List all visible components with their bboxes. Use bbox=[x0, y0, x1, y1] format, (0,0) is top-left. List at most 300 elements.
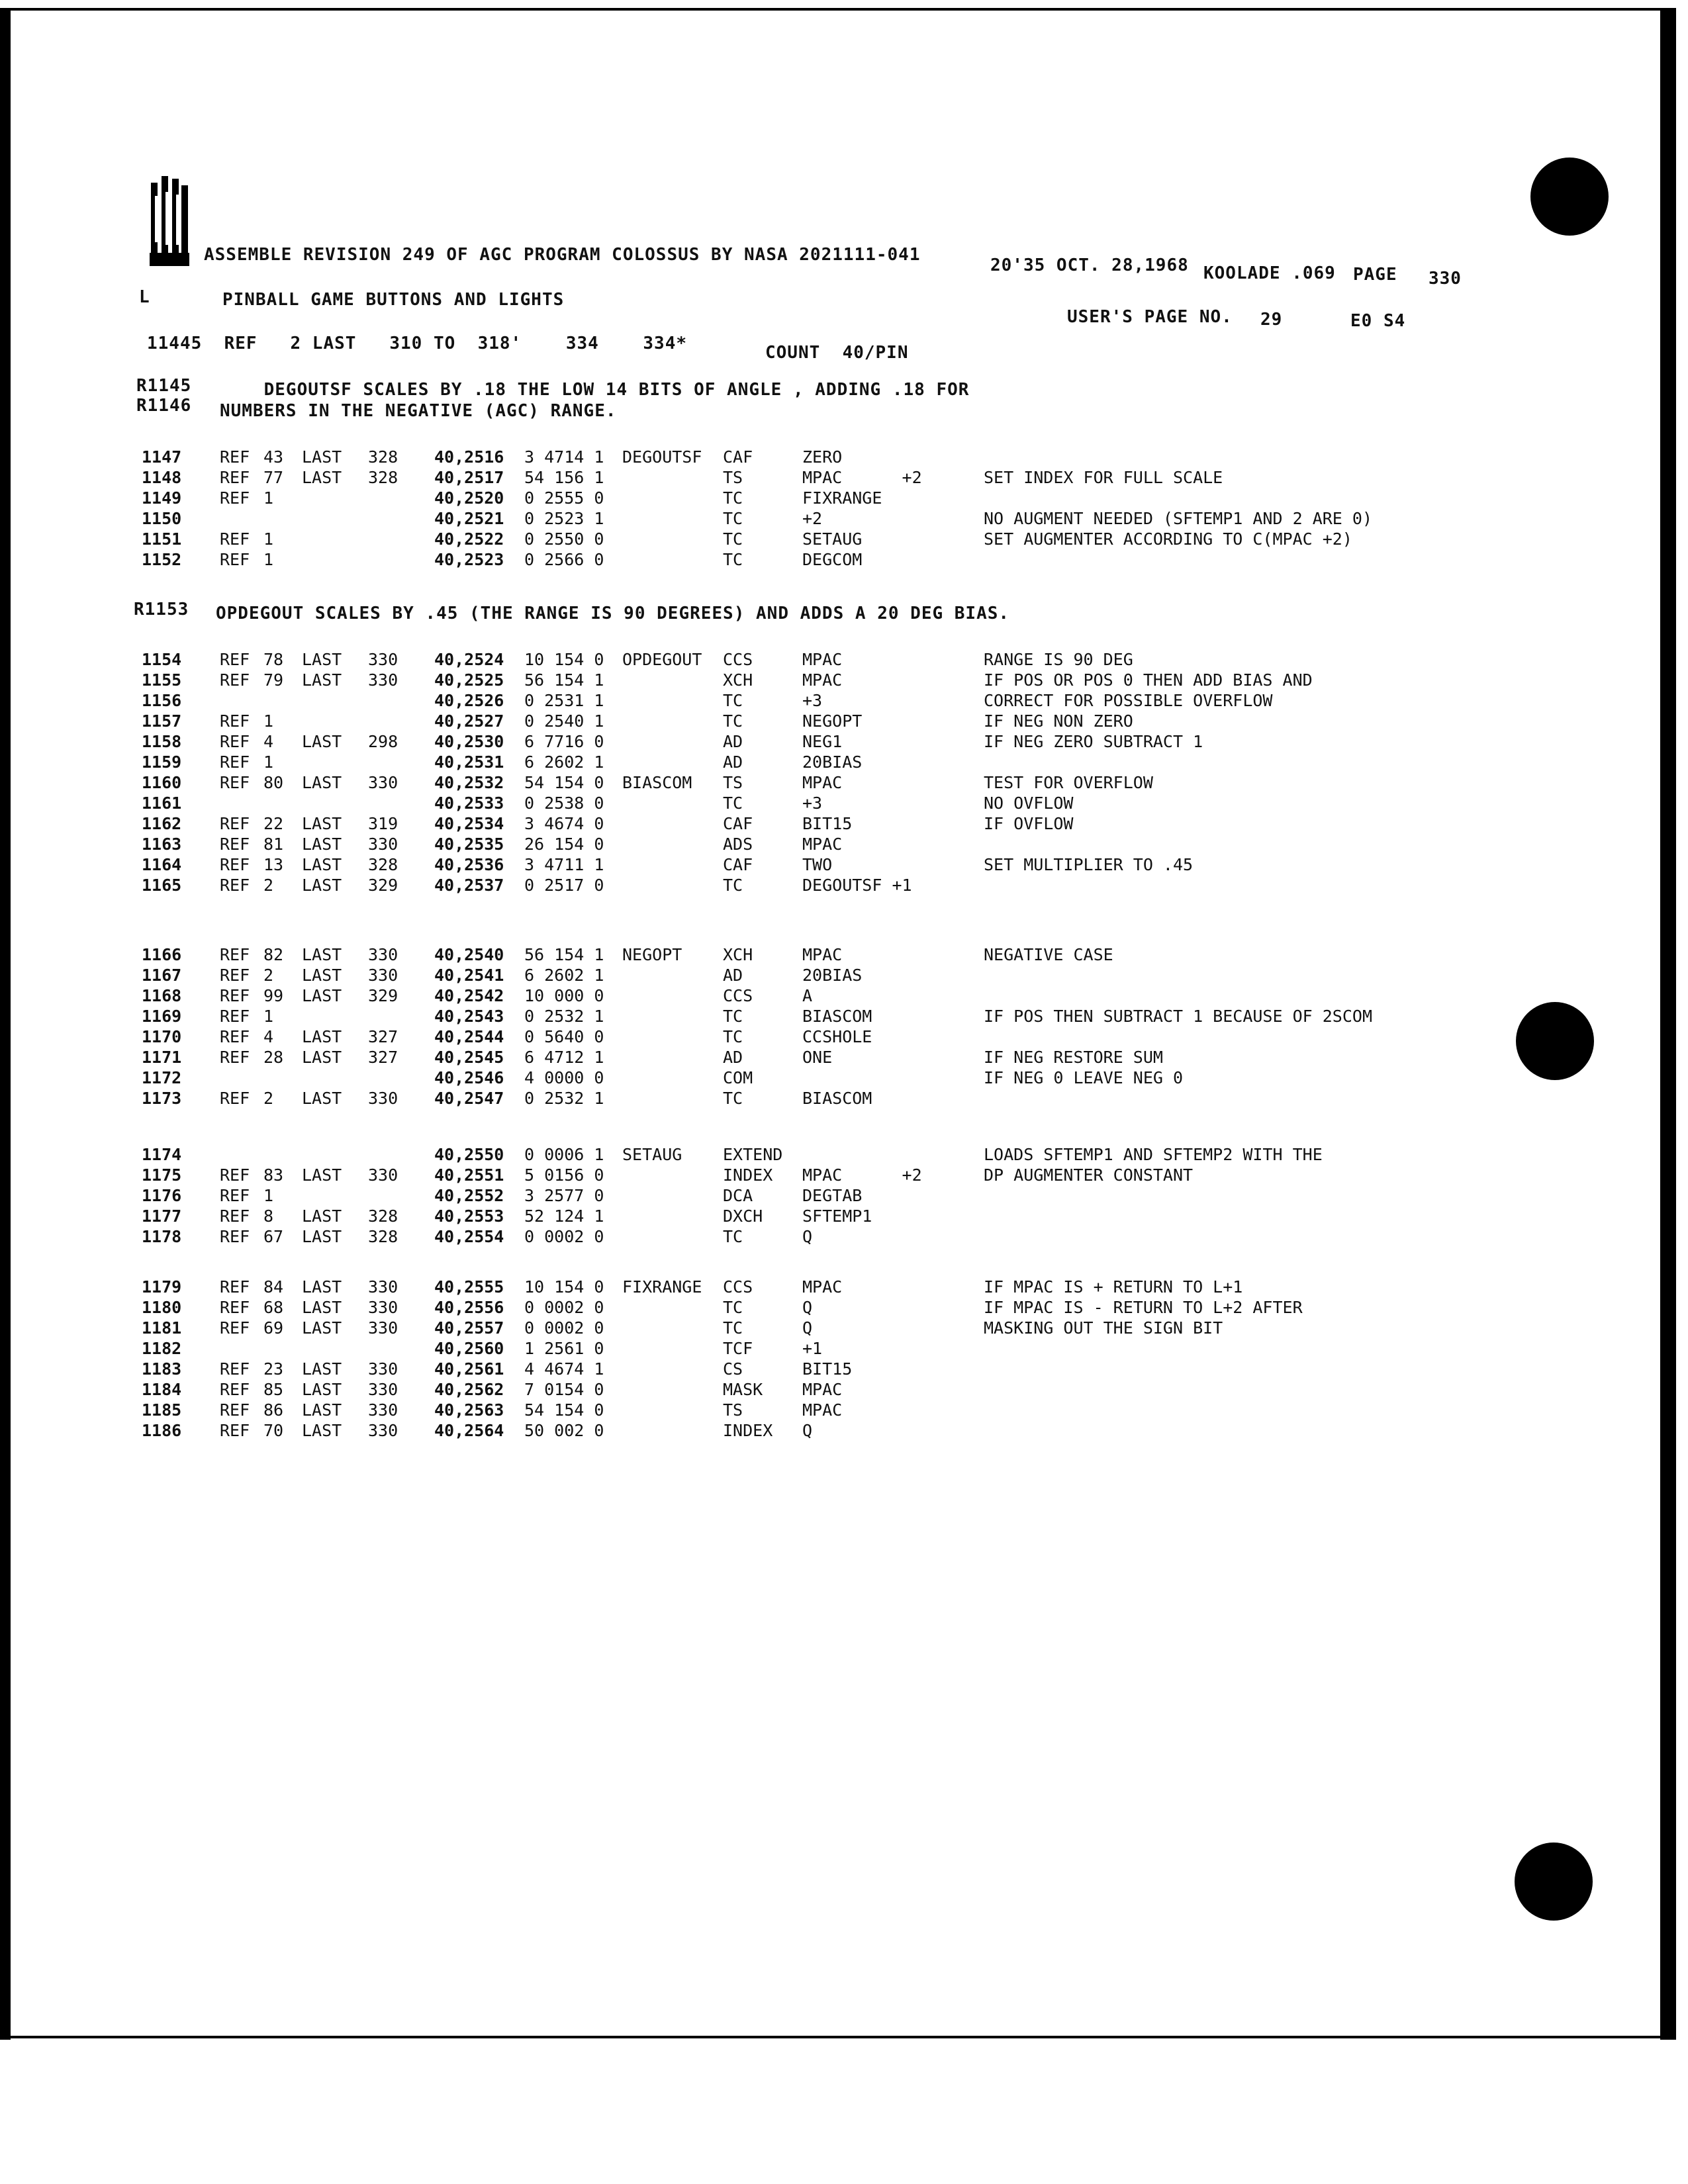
octal-code: 10 154 0 bbox=[524, 650, 604, 669]
operand: SETAUG bbox=[802, 529, 863, 549]
ref-label: REF bbox=[220, 1186, 250, 1205]
ref-label: REF bbox=[220, 1089, 250, 1108]
opcode: TC bbox=[723, 488, 743, 508]
line-number: 1166 bbox=[142, 945, 182, 964]
ref-label: REF bbox=[220, 711, 250, 731]
octal-code: 0 2532 1 bbox=[524, 1089, 604, 1108]
last-page: 330 bbox=[368, 1165, 399, 1185]
octal-code: 1 2561 0 bbox=[524, 1339, 604, 1358]
comment: TEST FOR OVERFLOW bbox=[984, 773, 1153, 792]
operand: MPAC bbox=[802, 835, 843, 854]
operand: SFTEMP1 bbox=[802, 1206, 872, 1226]
opcode: TS bbox=[723, 1400, 743, 1420]
ref-label: REF bbox=[220, 1027, 250, 1046]
ref-count: 79 bbox=[263, 670, 284, 690]
operand: ZERO bbox=[802, 447, 843, 467]
octal-code: 0 0002 0 bbox=[524, 1298, 604, 1317]
opcode: TC bbox=[723, 876, 743, 895]
octal-code: 56 154 1 bbox=[524, 945, 604, 964]
comment: NEGATIVE CASE bbox=[984, 945, 1113, 964]
address: 40,2555 bbox=[434, 1277, 504, 1297]
line-number: 1155 bbox=[142, 670, 182, 690]
ref-count: 4 bbox=[263, 732, 274, 751]
octal-code: 3 2577 0 bbox=[524, 1186, 604, 1205]
page-number: 330 bbox=[1429, 269, 1462, 289]
line-number: 1152 bbox=[142, 550, 182, 569]
ref-label: REF bbox=[220, 814, 250, 833]
octal-code: 26 154 0 bbox=[524, 835, 604, 854]
octal-code: 0 2531 1 bbox=[524, 691, 604, 710]
octal-code: 6 2602 1 bbox=[524, 966, 604, 985]
comment: LOADS SFTEMP1 AND SFTEMP2 WITH THE bbox=[984, 1145, 1323, 1164]
ref-label: REF bbox=[220, 1007, 250, 1026]
ref-count: 69 bbox=[263, 1318, 284, 1338]
opcode: TCF bbox=[723, 1339, 753, 1358]
opcode: INDEX bbox=[723, 1165, 773, 1185]
ref-count: 2 bbox=[263, 1089, 274, 1108]
remark-text: OPDEGOUT SCALES BY .45 (THE RANGE IS 90 DEGREES) AND ADDS A 20 DEG BIAS. bbox=[216, 604, 1010, 623]
line-number: 1177 bbox=[142, 1206, 182, 1226]
ref-count: 1 bbox=[263, 1007, 274, 1026]
comment: SET AUGMENTER ACCORDING TO C(MPAC +2) bbox=[984, 529, 1352, 549]
operand: MPAC bbox=[802, 773, 843, 792]
address: 40,2537 bbox=[434, 876, 504, 895]
comment: IF NEG RESTORE SUM bbox=[984, 1048, 1163, 1067]
last-page: 328 bbox=[368, 1227, 399, 1246]
address: 40,2561 bbox=[434, 1359, 504, 1379]
octal-code: 5 0156 0 bbox=[524, 1165, 604, 1185]
last-page: 330 bbox=[368, 966, 399, 985]
scan-border-bottom bbox=[0, 2036, 1676, 2038]
opcode: MASK bbox=[723, 1380, 763, 1399]
line-number: 1168 bbox=[142, 986, 182, 1005]
last-label: LAST bbox=[302, 1048, 342, 1067]
address: 40,2533 bbox=[434, 794, 504, 813]
address: 40,2562 bbox=[434, 1380, 504, 1399]
last-label: LAST bbox=[302, 732, 342, 751]
ref-count: 28 bbox=[263, 1048, 284, 1067]
ref-label: REF bbox=[220, 732, 250, 751]
octal-code: 7 0154 0 bbox=[524, 1380, 604, 1399]
octal-code: 0 2550 0 bbox=[524, 529, 604, 549]
address: 40,2527 bbox=[434, 711, 504, 731]
operand: MPAC bbox=[802, 650, 843, 669]
remark-id: R1153 bbox=[134, 600, 189, 619]
users-page-number: 29 bbox=[1260, 310, 1283, 330]
comment: SET MULTIPLIER TO .45 bbox=[984, 855, 1194, 874]
octal-code: 0 2517 0 bbox=[524, 876, 604, 895]
line-number: 1181 bbox=[142, 1318, 182, 1338]
address: 40,2557 bbox=[434, 1318, 504, 1338]
operand: MPAC +2 bbox=[802, 468, 922, 487]
ref-label: REF bbox=[220, 1227, 250, 1246]
ref-count: 2 bbox=[263, 966, 274, 985]
opcode: TC bbox=[723, 1227, 743, 1246]
address: 40,2563 bbox=[434, 1400, 504, 1420]
opcode: TC bbox=[723, 1298, 743, 1317]
opcode: CAF bbox=[723, 814, 753, 833]
ref-count: 1 bbox=[263, 1186, 274, 1205]
opcode: AD bbox=[723, 1048, 743, 1067]
last-label: LAST bbox=[302, 945, 342, 964]
operand: CCSHOLE bbox=[802, 1027, 872, 1046]
binder-clip-mark bbox=[150, 176, 191, 269]
address: 40,2526 bbox=[434, 691, 504, 710]
opcode: XCH bbox=[723, 945, 753, 964]
address: 40,2542 bbox=[434, 986, 504, 1005]
octal-code: 10 000 0 bbox=[524, 986, 604, 1005]
address: 40,2523 bbox=[434, 550, 504, 569]
ref-count: 77 bbox=[263, 468, 284, 487]
comment: IF MPAC IS + RETURN TO L+1 bbox=[984, 1277, 1243, 1297]
octal-code: 3 4714 1 bbox=[524, 447, 604, 467]
last-page: 328 bbox=[368, 1206, 399, 1226]
ref-label: REF bbox=[220, 1318, 250, 1338]
ref-label: REF bbox=[220, 1206, 250, 1226]
address: 40,2521 bbox=[434, 509, 504, 528]
octal-code: 0 0002 0 bbox=[524, 1318, 604, 1338]
ref-label: REF bbox=[220, 773, 250, 792]
last-label: LAST bbox=[302, 1027, 342, 1046]
last-label: LAST bbox=[302, 1318, 342, 1338]
ref-label: REF bbox=[220, 1165, 250, 1185]
remark-id: R1146 bbox=[136, 396, 192, 416]
address: 40,2530 bbox=[434, 732, 504, 751]
ref-count: 78 bbox=[263, 650, 284, 669]
ref-count: 1 bbox=[263, 711, 274, 731]
address: 40,2541 bbox=[434, 966, 504, 985]
octal-code: 54 154 0 bbox=[524, 773, 604, 792]
comment: IF NEG ZERO SUBTRACT 1 bbox=[984, 732, 1203, 751]
punch-hole-top bbox=[1530, 158, 1609, 236]
symbol-label: BIASCOM bbox=[622, 773, 692, 792]
octal-code: 52 124 1 bbox=[524, 1206, 604, 1226]
section-title: PINBALL GAME BUTTONS AND LIGHTS bbox=[222, 290, 565, 310]
comment: MASKING OUT THE SIGN BIT bbox=[984, 1318, 1223, 1338]
address: 40,2551 bbox=[434, 1165, 504, 1185]
last-page: 329 bbox=[368, 986, 399, 1005]
address: 40,2540 bbox=[434, 945, 504, 964]
ref-count: 22 bbox=[263, 814, 284, 833]
count-field: COUNT 40/PIN bbox=[765, 343, 909, 363]
assemble-header: ASSEMBLE REVISION 249 OF AGC PROGRAM COLOSSUS BY NASA 2021111-041 bbox=[204, 245, 921, 265]
opcode: TS bbox=[723, 468, 743, 487]
ref-count: 82 bbox=[263, 945, 284, 964]
symbol-label: FIXRANGE bbox=[622, 1277, 702, 1297]
octal-code: 0 2523 1 bbox=[524, 509, 604, 528]
last-page: 327 bbox=[368, 1027, 399, 1046]
punch-hole-bottom bbox=[1515, 1843, 1593, 1921]
octal-code: 6 4712 1 bbox=[524, 1048, 604, 1067]
opcode: AD bbox=[723, 752, 743, 772]
operand: DEGOUTSF +1 bbox=[802, 876, 912, 895]
last-page: 330 bbox=[368, 1400, 399, 1420]
ref-label: REF bbox=[220, 876, 250, 895]
operand: MPAC bbox=[802, 1380, 843, 1399]
address: 40,2524 bbox=[434, 650, 504, 669]
octal-code: 4 0000 0 bbox=[524, 1068, 604, 1087]
comment: CORRECT FOR POSSIBLE OVERFLOW bbox=[984, 691, 1273, 710]
octal-code: 0 2540 1 bbox=[524, 711, 604, 731]
line-number: 1151 bbox=[142, 529, 182, 549]
last-label: LAST bbox=[302, 650, 342, 669]
ref-label: REF bbox=[220, 1298, 250, 1317]
last-label: LAST bbox=[302, 876, 342, 895]
ref-count: 1 bbox=[263, 752, 274, 772]
address: 40,2550 bbox=[434, 1145, 504, 1164]
ref-label: REF bbox=[220, 1048, 250, 1067]
symbol-label: NEGOPT bbox=[622, 945, 682, 964]
opcode: CCS bbox=[723, 1277, 753, 1297]
last-label: LAST bbox=[302, 1277, 342, 1297]
operand: A bbox=[802, 986, 813, 1005]
last-label: LAST bbox=[302, 835, 342, 854]
last-label: LAST bbox=[302, 1227, 342, 1246]
last-label: LAST bbox=[302, 1421, 342, 1440]
opcode: CS bbox=[723, 1359, 743, 1379]
operand: MPAC +2 bbox=[802, 1165, 922, 1185]
comment: SET INDEX FOR FULL SCALE bbox=[984, 468, 1223, 487]
opcode: DCA bbox=[723, 1186, 753, 1205]
opcode: EXTEND bbox=[723, 1145, 783, 1164]
address: 40,2536 bbox=[434, 855, 504, 874]
symbol-label: OPDEGOUT bbox=[622, 650, 702, 669]
line-number: 1178 bbox=[142, 1227, 182, 1246]
last-page: 330 bbox=[368, 1380, 399, 1399]
ref-count: 1 bbox=[263, 488, 274, 508]
opcode: AD bbox=[723, 732, 743, 751]
operand: Q bbox=[802, 1227, 813, 1246]
ref-label: REF bbox=[220, 550, 250, 569]
address: 40,2534 bbox=[434, 814, 504, 833]
last-label: LAST bbox=[302, 814, 342, 833]
operand: 20BIAS bbox=[802, 752, 863, 772]
last-page: 330 bbox=[368, 1318, 399, 1338]
last-page: 298 bbox=[368, 732, 399, 751]
ref-label: REF bbox=[220, 1400, 250, 1420]
last-label: LAST bbox=[302, 1089, 342, 1108]
line-number: 1164 bbox=[142, 855, 182, 874]
operand: 20BIAS bbox=[802, 966, 863, 985]
comment: IF NEG NON ZERO bbox=[984, 711, 1133, 731]
octal-code: 54 156 1 bbox=[524, 468, 604, 487]
address: 40,2531 bbox=[434, 752, 504, 772]
line-number: 1180 bbox=[142, 1298, 182, 1317]
operand: MPAC bbox=[802, 945, 843, 964]
operand: MPAC bbox=[802, 1277, 843, 1297]
opcode: TC bbox=[723, 1007, 743, 1026]
operand: +1 bbox=[802, 1339, 823, 1358]
last-page: 330 bbox=[368, 1089, 399, 1108]
line-number: 1165 bbox=[142, 876, 182, 895]
ref-label: REF bbox=[220, 670, 250, 690]
operand: BIT15 bbox=[802, 814, 853, 833]
opcode: CCS bbox=[723, 650, 753, 669]
l-marker: L bbox=[139, 287, 150, 307]
opcode: TC bbox=[723, 509, 743, 528]
octal-code: 0 2566 0 bbox=[524, 550, 604, 569]
operand: BIASCOM bbox=[802, 1007, 872, 1026]
ref-label: REF bbox=[220, 650, 250, 669]
line-number: 1160 bbox=[142, 773, 182, 792]
line-number: 1185 bbox=[142, 1400, 182, 1420]
symbol-label: DEGOUTSF bbox=[622, 447, 702, 467]
opcode: DXCH bbox=[723, 1206, 763, 1226]
line-number: 1179 bbox=[142, 1277, 182, 1297]
opcode: TS bbox=[723, 773, 743, 792]
octal-code: 6 2602 1 bbox=[524, 752, 604, 772]
operand: Q bbox=[802, 1318, 813, 1338]
address: 40,2520 bbox=[434, 488, 504, 508]
comment: IF NEG 0 LEAVE NEG 0 bbox=[984, 1068, 1184, 1087]
operand: BIASCOM bbox=[802, 1089, 872, 1108]
address: 40,2546 bbox=[434, 1068, 504, 1087]
line-number: 1175 bbox=[142, 1165, 182, 1185]
ref-count: 86 bbox=[263, 1400, 284, 1420]
address: 40,2544 bbox=[434, 1027, 504, 1046]
opcode: AD bbox=[723, 966, 743, 985]
last-label: LAST bbox=[302, 1359, 342, 1379]
ref-label: REF bbox=[220, 986, 250, 1005]
last-page: 328 bbox=[368, 447, 399, 467]
address: 40,2522 bbox=[434, 529, 504, 549]
last-page: 330 bbox=[368, 1298, 399, 1317]
last-page: 329 bbox=[368, 876, 399, 895]
line-number: 1172 bbox=[142, 1068, 182, 1087]
remark-text: DEGOUTSF SCALES BY .18 THE LOW 14 BITS OF ANGLE , ADDING .18 FOR bbox=[220, 380, 970, 400]
ref-label: REF bbox=[220, 1421, 250, 1440]
ref-label: REF bbox=[220, 1359, 250, 1379]
last-page: 319 bbox=[368, 814, 399, 833]
opcode: XCH bbox=[723, 670, 753, 690]
opcode: CCS bbox=[723, 986, 753, 1005]
operand: Q bbox=[802, 1298, 813, 1317]
last-page: 328 bbox=[368, 855, 399, 874]
last-label: LAST bbox=[302, 855, 342, 874]
ref-count: 85 bbox=[263, 1380, 284, 1399]
last-page: 330 bbox=[368, 670, 399, 690]
ref-label: REF bbox=[220, 855, 250, 874]
last-label: LAST bbox=[302, 468, 342, 487]
address: 40,2556 bbox=[434, 1298, 504, 1317]
remark-id: R1145 bbox=[136, 376, 192, 396]
line-number: 1150 bbox=[142, 509, 182, 528]
last-page: 330 bbox=[368, 1359, 399, 1379]
ref-count: 68 bbox=[263, 1298, 284, 1317]
ref-label: REF bbox=[220, 468, 250, 487]
operand: MPAC bbox=[802, 1400, 843, 1420]
octal-code: 0 0006 1 bbox=[524, 1145, 604, 1164]
symbol-label: SETAUG bbox=[622, 1145, 682, 1164]
last-label: LAST bbox=[302, 670, 342, 690]
last-page: 330 bbox=[368, 1421, 399, 1440]
comment: IF POS THEN SUBTRACT 1 BECAUSE OF 2SCOM bbox=[984, 1007, 1372, 1026]
address: 40,2517 bbox=[434, 468, 504, 487]
ref-label: REF bbox=[220, 945, 250, 964]
address: 40,2525 bbox=[434, 670, 504, 690]
octal-code: 0 5640 0 bbox=[524, 1027, 604, 1046]
last-label: LAST bbox=[302, 1165, 342, 1185]
ref-summary-line: 11445 REF 2 LAST 310 TO 318' 334 334* bbox=[147, 334, 688, 353]
address: 40,2516 bbox=[434, 447, 504, 467]
ref-count: 67 bbox=[263, 1227, 284, 1246]
octal-code: 54 154 0 bbox=[524, 1400, 604, 1420]
line-number: 1161 bbox=[142, 794, 182, 813]
opcode: TC bbox=[723, 794, 743, 813]
line-number: 1173 bbox=[142, 1089, 182, 1108]
ref-label: REF bbox=[220, 1277, 250, 1297]
last-label: LAST bbox=[302, 1298, 342, 1317]
line-number: 1159 bbox=[142, 752, 182, 772]
line-number: 1183 bbox=[142, 1359, 182, 1379]
address: 40,2545 bbox=[434, 1048, 504, 1067]
line-number: 1162 bbox=[142, 814, 182, 833]
octal-code: 0 2555 0 bbox=[524, 488, 604, 508]
operand: MPAC bbox=[802, 670, 843, 690]
opcode: TC bbox=[723, 691, 743, 710]
octal-code: 10 154 0 bbox=[524, 1277, 604, 1297]
operand: BIT15 bbox=[802, 1359, 853, 1379]
line-number: 1167 bbox=[142, 966, 182, 985]
opcode: CAF bbox=[723, 447, 753, 467]
operand: TWO bbox=[802, 855, 833, 874]
ref-count: 84 bbox=[263, 1277, 284, 1297]
operand: +3 bbox=[802, 794, 823, 813]
ref-label: REF bbox=[220, 447, 250, 467]
opcode: CAF bbox=[723, 855, 753, 874]
opcode: TC bbox=[723, 550, 743, 569]
opcode: COM bbox=[723, 1068, 753, 1087]
opcode: TC bbox=[723, 529, 743, 549]
line-number: 1174 bbox=[142, 1145, 182, 1164]
operand: DEGCOM bbox=[802, 550, 863, 569]
opcode: TC bbox=[723, 1089, 743, 1108]
last-label: LAST bbox=[302, 1400, 342, 1420]
octal-code: 4 4674 1 bbox=[524, 1359, 604, 1379]
line-number: 1184 bbox=[142, 1380, 182, 1399]
ref-count: 81 bbox=[263, 835, 284, 854]
line-number: 1171 bbox=[142, 1048, 182, 1067]
ref-label: REF bbox=[220, 966, 250, 985]
ref-count: 80 bbox=[263, 773, 284, 792]
ref-count: 8 bbox=[263, 1206, 274, 1226]
line-number: 1157 bbox=[142, 711, 182, 731]
ref-count: 43 bbox=[263, 447, 284, 467]
comment: IF POS OR POS 0 THEN ADD BIAS AND bbox=[984, 670, 1313, 690]
ref-label: REF bbox=[220, 752, 250, 772]
line-number: 1176 bbox=[142, 1186, 182, 1205]
last-label: LAST bbox=[302, 1380, 342, 1399]
operand: +3 bbox=[802, 691, 823, 710]
line-number: 1182 bbox=[142, 1339, 182, 1358]
last-label: LAST bbox=[302, 447, 342, 467]
scan-border-left bbox=[0, 8, 11, 2040]
last-page: 330 bbox=[368, 945, 399, 964]
octal-code: 0 2532 1 bbox=[524, 1007, 604, 1026]
e-field: E0 S4 bbox=[1350, 311, 1406, 331]
last-page: 330 bbox=[368, 835, 399, 854]
ref-label: REF bbox=[220, 1380, 250, 1399]
comment: NO AUGMENT NEEDED (SFTEMP1 AND 2 ARE 0) bbox=[984, 509, 1372, 528]
octal-code: 0 2538 0 bbox=[524, 794, 604, 813]
octal-code: 0 0002 0 bbox=[524, 1227, 604, 1246]
address: 40,2543 bbox=[434, 1007, 504, 1026]
ref-count: 70 bbox=[263, 1421, 284, 1440]
ref-count: 83 bbox=[263, 1165, 284, 1185]
ref-count: 99 bbox=[263, 986, 284, 1005]
last-label: LAST bbox=[302, 966, 342, 985]
ref-label: REF bbox=[220, 835, 250, 854]
